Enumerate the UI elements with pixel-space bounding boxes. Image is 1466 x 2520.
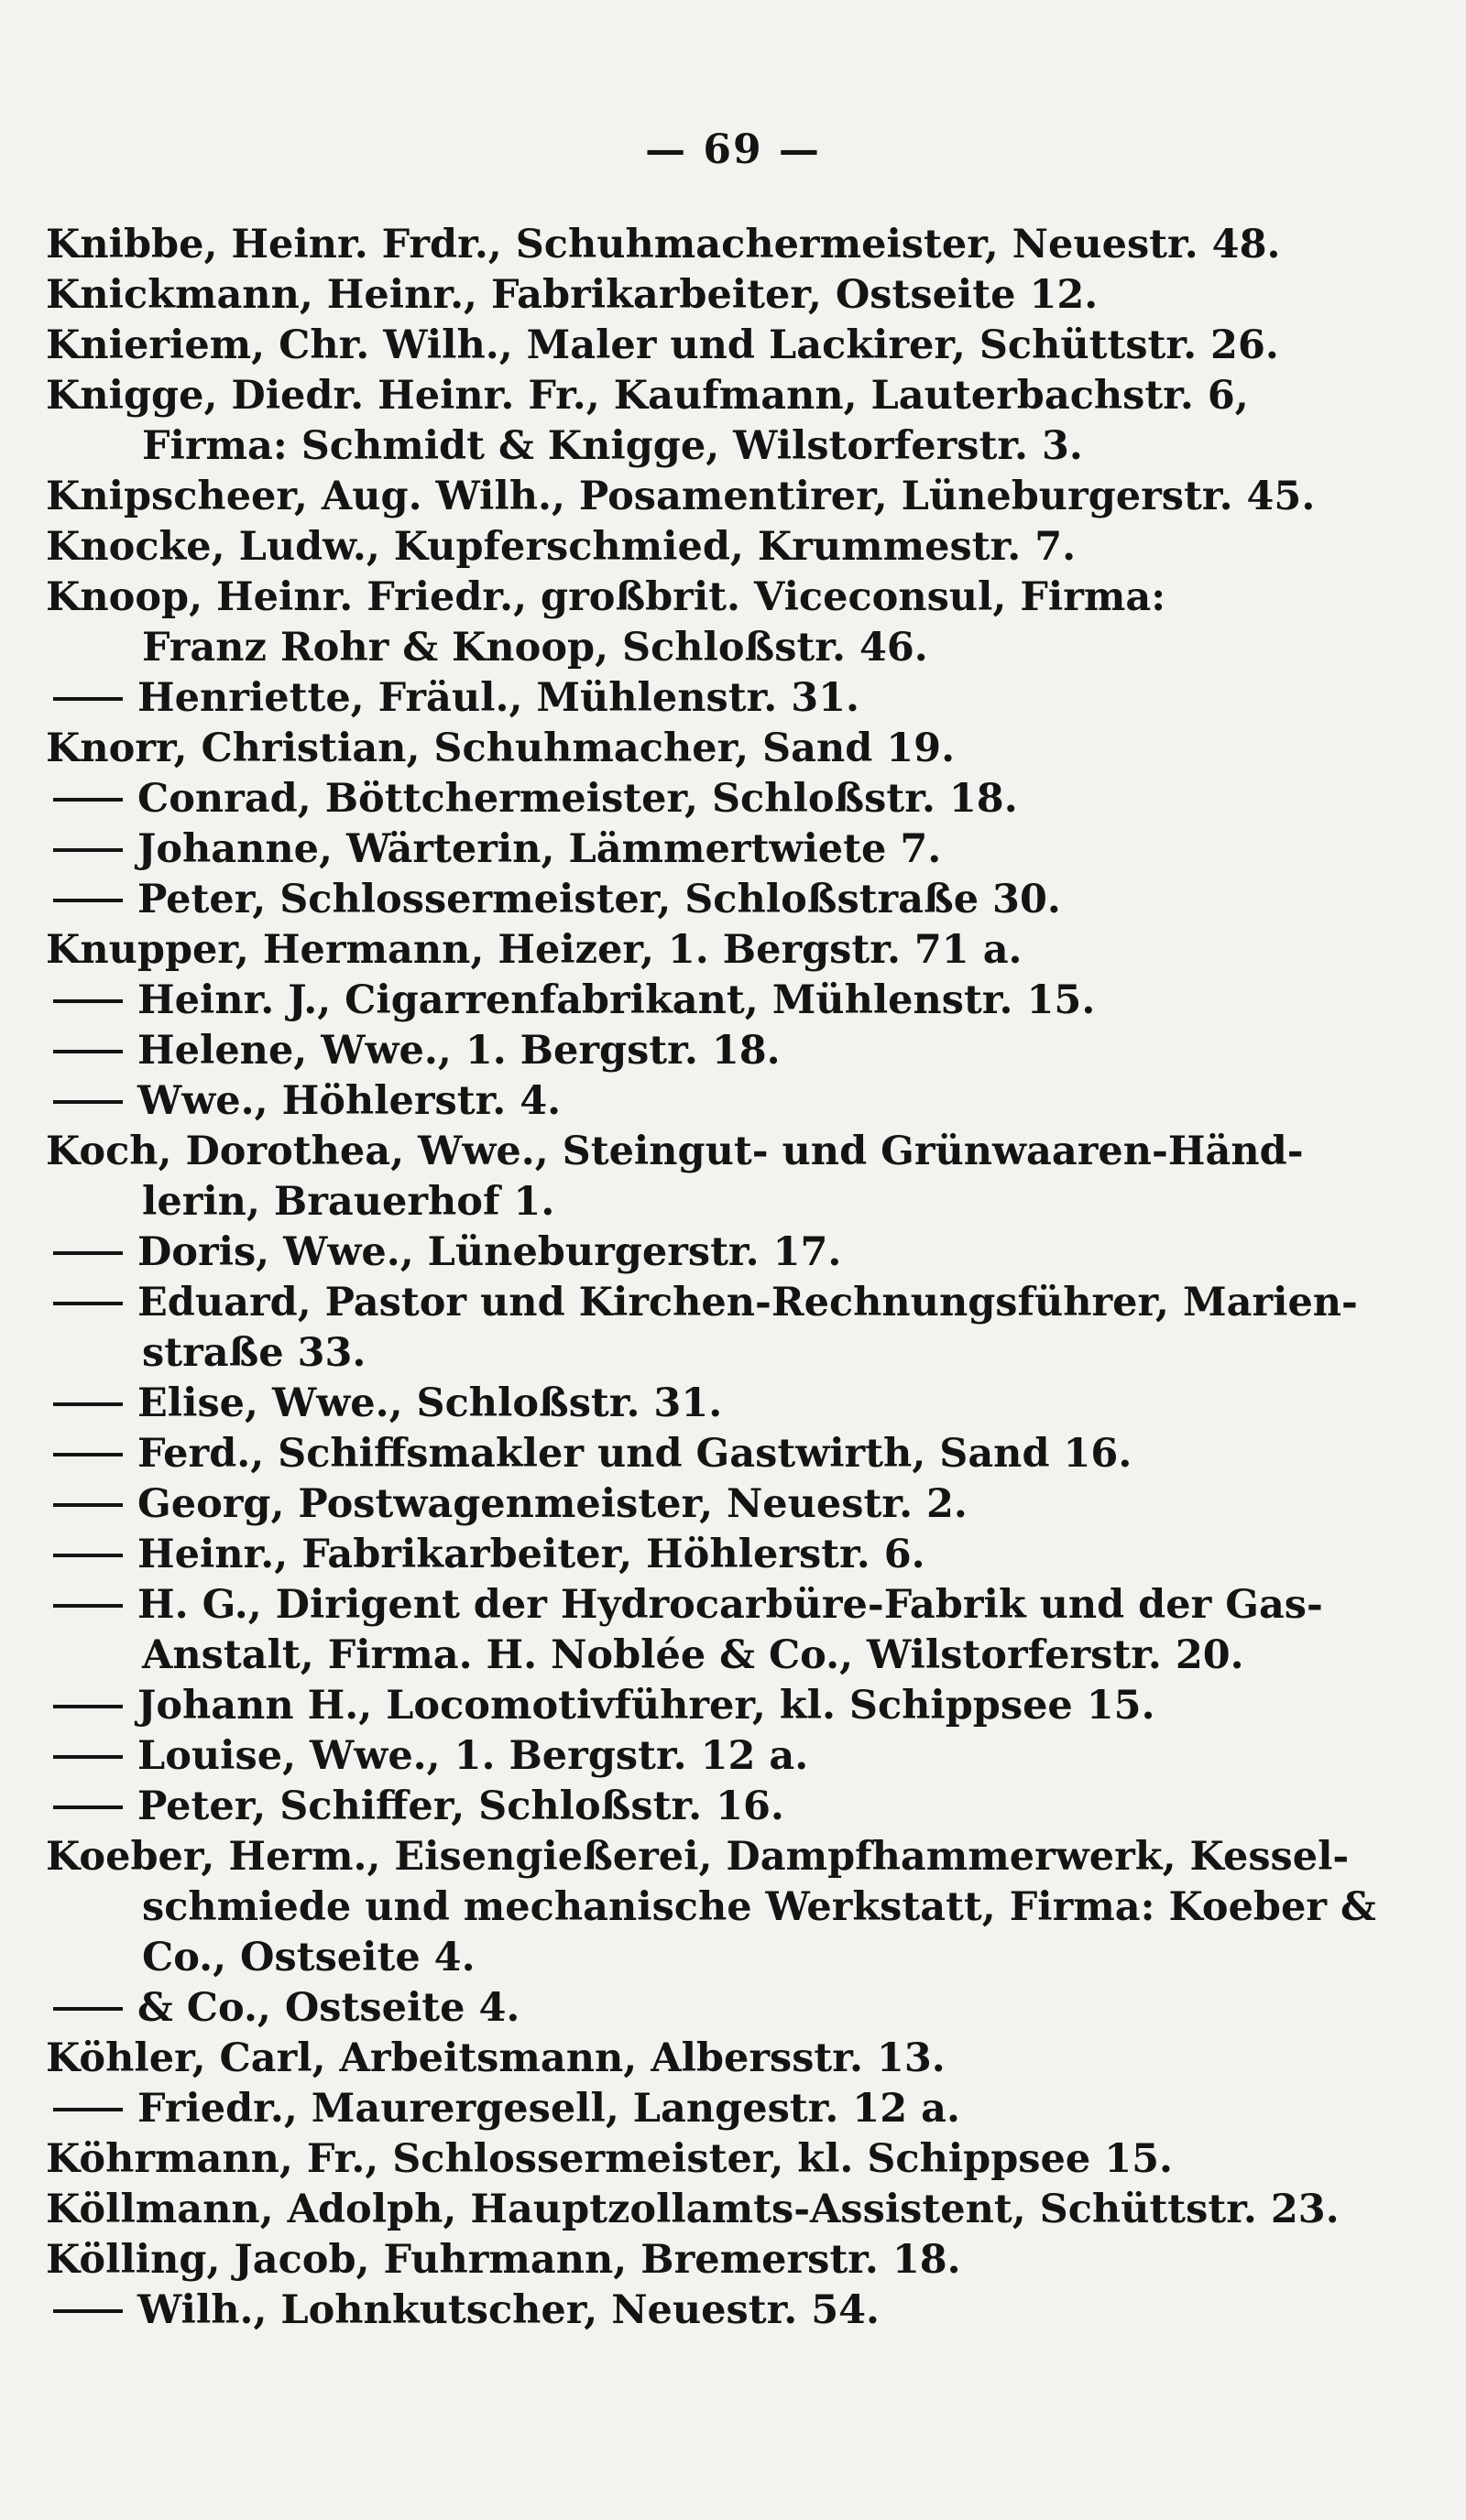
- entry-text: Eduard, Pastor und Kirchen-Rechnungsführer, Marien-: [137, 1280, 1358, 1325]
- page-number: — 69 —: [645, 126, 821, 173]
- entry-repeat-surname: [46, 1227, 1237, 1278]
- entry-line: [46, 371, 1249, 421]
- ditto-dash: [53, 1805, 123, 1809]
- ditto-dash: [53, 697, 123, 701]
- entry-repeat-surname: [46, 976, 1237, 1026]
- entry-text: Knipscheer, Aug. Wilh., Posamentirer, Lüneburgerstr. 45.: [46, 474, 1316, 519]
- entry-continuation: [46, 1328, 1237, 1379]
- entry-repeat-surname: [46, 1580, 1323, 1631]
- entry-text: schmiede und mechanische Werkstatt, Firma: Koeber &: [142, 1884, 1376, 1930]
- entry-text: Wwe., Höhlerstr. 4.: [137, 1078, 562, 1124]
- entry-repeat-surname: [46, 2084, 1237, 2134]
- entry-continuation: [46, 1177, 1237, 1227]
- entry-line: [46, 573, 1237, 623]
- ditto-dash: [53, 1755, 123, 1759]
- entry-text: Heinr. J., Cigarrenfabrikant, Mühlenstr. 15.: [137, 977, 1096, 1023]
- entry-text: Köhler, Carl, Arbeitsmann, Albersstr. 13.: [46, 2035, 946, 2081]
- entry-text: Koch, Dorothea, Wwe., Steingut- und Grünwaaren-Händ-: [46, 1129, 1304, 1174]
- entry-continuation: [46, 1631, 1244, 1681]
- entry-text: H. G., Dirigent der Hydrocarbüre-Fabrik und der Gas-: [137, 1582, 1323, 1628]
- entry-line: [46, 724, 1237, 774]
- entry-text: Kölling, Jacob, Fuhrmann, Bremerstr. 18.: [46, 2237, 961, 2283]
- entry-text: Henriette, Fräul., Mühlenstr. 31.: [137, 675, 860, 721]
- ditto-dash: [53, 1302, 123, 1305]
- entry-line: [46, 925, 1237, 976]
- ditto-dash: [53, 899, 123, 902]
- ditto-dash: [53, 1402, 123, 1406]
- directory-entries: [46, 220, 1376, 2336]
- entry-repeat-surname: [46, 1731, 1237, 1782]
- ditto-dash: [53, 1604, 123, 1608]
- entry-text: Franz Rohr & Knoop, Schloßstr. 46.: [142, 625, 928, 671]
- entry-text: Elise, Wwe., Schloßstr. 31.: [137, 1380, 723, 1426]
- entry-repeat-surname: [46, 1681, 1237, 1731]
- entry-text: straße 33.: [142, 1330, 366, 1376]
- entry-line: [46, 1127, 1304, 1177]
- ditto-dash: [53, 2007, 123, 2011]
- entry-text: Friedr., Maurergesell, Langestr. 12 a.: [137, 2086, 960, 2132]
- ditto-dash: [53, 1251, 123, 1255]
- entry-line: [46, 220, 1281, 270]
- entry-repeat-surname: [46, 875, 1237, 925]
- entry-line: [46, 2134, 1237, 2185]
- entry-repeat-surname: [46, 1379, 1237, 1429]
- ditto-dash: [53, 999, 123, 1003]
- entry-repeat-surname: [46, 1429, 1237, 1479]
- entry-text: Ferd., Schiffsmakler und Gastwirth, Sand 16.: [137, 1431, 1132, 1477]
- entry-text: Knieriem, Chr. Wilh., Maler und Lackirer, Schüttstr. 26.: [46, 322, 1279, 368]
- entry-text: Wilh., Lohnkutscher, Neuestr. 54.: [137, 2287, 881, 2333]
- entry-text: Co., Ostseite 4.: [142, 1935, 476, 1980]
- ditto-dash: [53, 1554, 123, 1557]
- entry-continuation: [46, 1933, 1237, 1983]
- entry-text: Conrad, Böttchermeister, Schloßstr. 18.: [137, 776, 1018, 822]
- entry-repeat-surname: [46, 2285, 1237, 2336]
- entry-repeat-surname: [46, 1983, 1237, 2034]
- entry-text: Knibbe, Heinr. Frdr., Schuhmachermeister, Neuestr. 48.: [46, 222, 1281, 267]
- entry-repeat-surname: [46, 1278, 1358, 1328]
- ditto-dash: [53, 2108, 123, 2111]
- entry-repeat-surname: [46, 1782, 1237, 1832]
- entry-repeat-surname: [46, 1530, 1237, 1580]
- ditto-dash: [53, 1503, 123, 1507]
- entry-text: & Co., Ostseite 4.: [137, 1985, 520, 2031]
- entry-continuation: [46, 1882, 1376, 1933]
- entry-text: Knocke, Ludw., Kupferschmied, Krummestr. 7.: [46, 524, 1077, 570]
- entry-text: Koeber, Herm., Eisengießerei, Dampfhammerwerk, Kessel-: [46, 1834, 1350, 1880]
- entry-text: Firma: Schmidt & Knigge, Wilstorferstr. 3.: [142, 423, 1083, 469]
- entry-repeat-surname: [46, 673, 1237, 724]
- entry-line: [46, 472, 1316, 522]
- entry-line: [46, 2034, 1237, 2084]
- entry-text: Knickmann, Heinr., Fabrikarbeiter, Ostseite 12.: [46, 272, 1099, 318]
- entry-text: Johanne, Wärterin, Lämmertwiete 7.: [137, 826, 942, 872]
- entry-text: Köhrmann, Fr., Schlossermeister, kl. Schippsee 15.: [46, 2136, 1174, 2182]
- entry-line: [46, 321, 1279, 371]
- entry-text: Doris, Wwe., Lüneburgerstr. 17.: [137, 1229, 842, 1275]
- entry-text: Peter, Schiffer, Schloßstr. 16.: [137, 1784, 784, 1829]
- entry-text: Knigge, Diedr. Heinr. Fr., Kaufmann, Lauterbachstr. 6,: [46, 373, 1249, 419]
- entry-text: Knupper, Hermann, Heizer, 1. Bergstr. 71 a.: [46, 927, 1023, 973]
- entry-text: Heinr., Fabrikarbeiter, Höhlerstr. 6.: [137, 1532, 925, 1577]
- entry-text: Anstalt, Firma. H. Noblée & Co., Wilstorferstr. 20.: [142, 1632, 1244, 1678]
- entry-repeat-surname: [46, 1026, 1237, 1076]
- entry-line: [46, 2235, 1237, 2285]
- ditto-dash: [53, 1705, 123, 1708]
- entry-repeat-surname: [46, 824, 1237, 875]
- entry-line: [46, 1832, 1350, 1882]
- entry-line: [46, 2185, 1340, 2235]
- entry-repeat-surname: [46, 774, 1237, 824]
- entry-continuation: [46, 421, 1237, 472]
- entry-text: Peter, Schlossermeister, Schloßstraße 30.: [137, 877, 1061, 922]
- ditto-dash: [53, 1100, 123, 1104]
- entry-continuation: [46, 623, 1237, 673]
- entry-text: Johann H., Locomotivführer, kl. Schippsee 15.: [137, 1683, 1155, 1729]
- entry-text: Köllmann, Adolph, Hauptzollamts-Assistent, Schüttstr. 23.: [46, 2187, 1340, 2232]
- entry-text: Louise, Wwe., 1. Bergstr. 12 a.: [137, 1733, 809, 1779]
- entry-text: Helene, Wwe., 1. Bergstr. 18.: [137, 1028, 781, 1074]
- ditto-dash: [53, 848, 123, 852]
- entry-line: [46, 522, 1237, 573]
- entry-text: Knorr, Christian, Schuhmacher, Sand 19.: [46, 725, 956, 771]
- ditto-dash: [53, 1453, 123, 1456]
- entry-text: lerin, Brauerhof 1.: [142, 1179, 555, 1225]
- ditto-dash: [53, 2309, 123, 2313]
- entry-line: [46, 270, 1237, 321]
- ditto-dash: [53, 1050, 123, 1053]
- entry-text: Knoop, Heinr. Friedr., großbrit. Viceconsul, Firma:: [46, 574, 1166, 620]
- entry-text: Georg, Postwagenmeister, Neuestr. 2.: [137, 1481, 968, 1527]
- entry-repeat-surname: [46, 1076, 1237, 1127]
- entry-repeat-surname: [46, 1479, 1237, 1530]
- ditto-dash: [53, 798, 123, 802]
